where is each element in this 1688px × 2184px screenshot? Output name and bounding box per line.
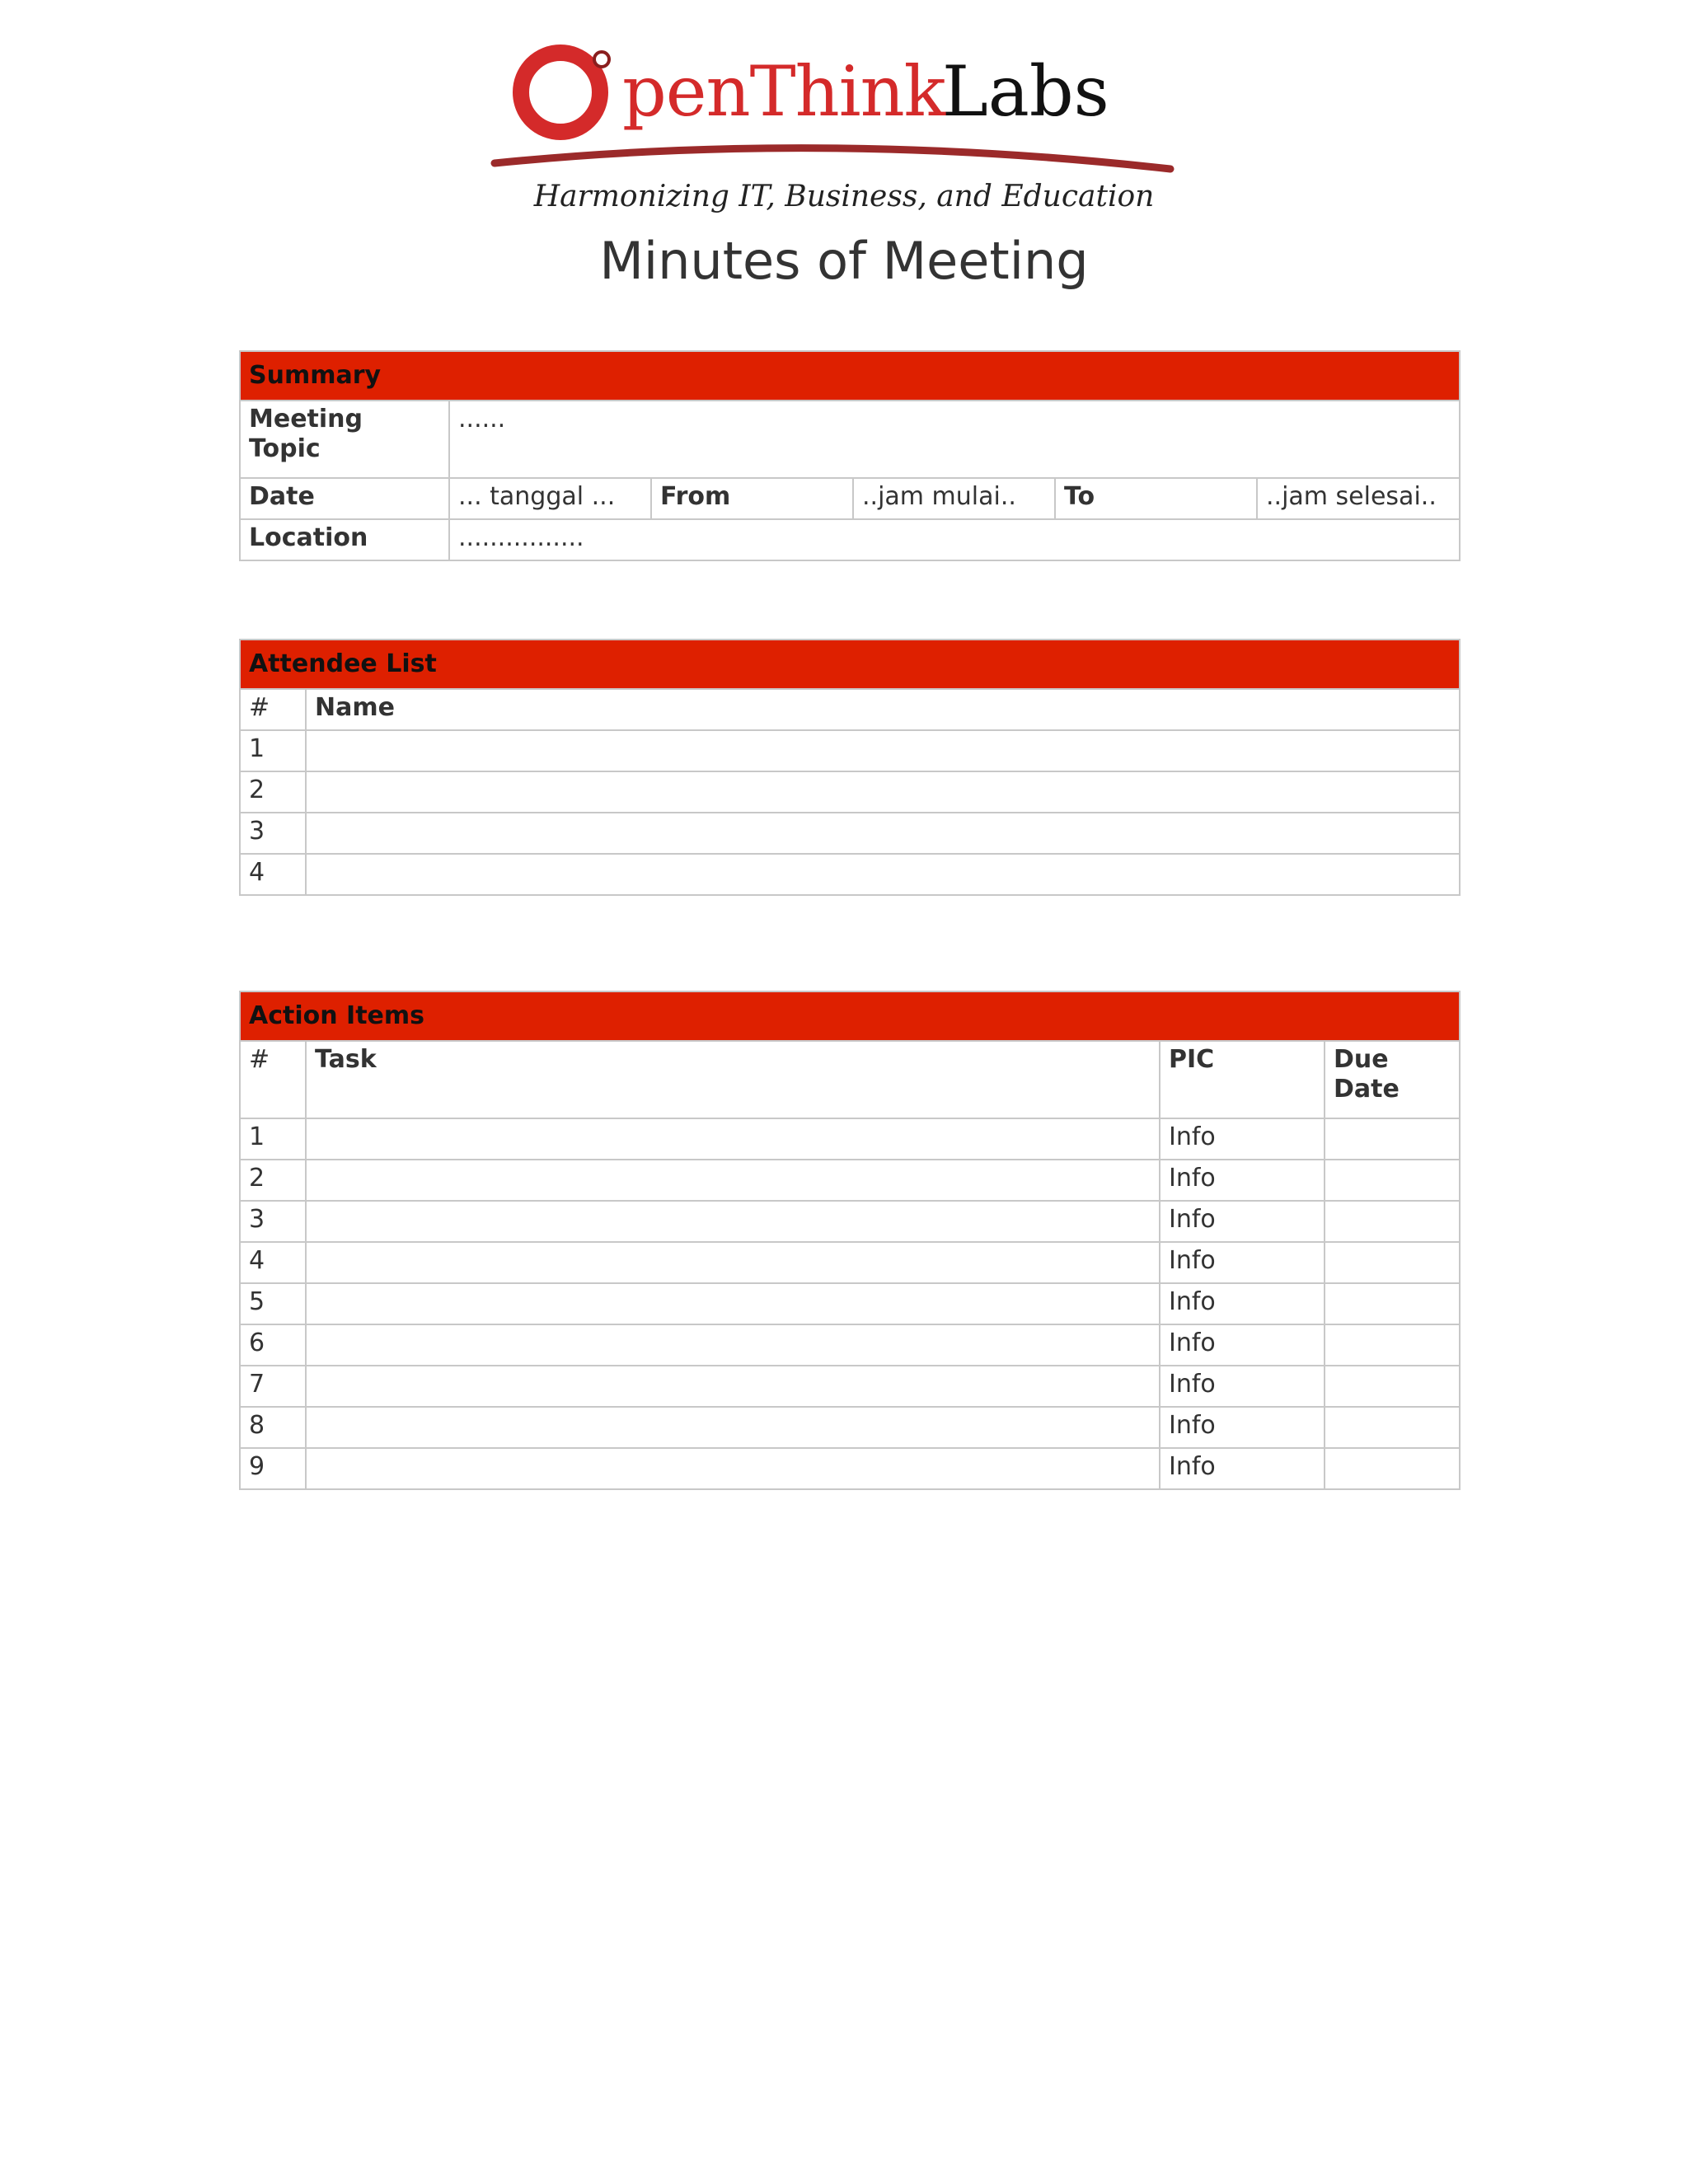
row-number: 1 (240, 730, 306, 771)
summary-heading: Summary (240, 351, 1460, 401)
row-number: 8 (240, 1407, 306, 1448)
row-number: 2 (240, 1160, 306, 1201)
pic-cell[interactable]: Info (1160, 1160, 1325, 1201)
due-date-cell[interactable] (1325, 1118, 1460, 1160)
due-date-cell[interactable] (1325, 1324, 1460, 1366)
table-row (240, 1366, 1460, 1407)
row-number: 9 (240, 1448, 306, 1489)
pic-cell[interactable]: Info (1160, 1201, 1325, 1242)
row-number: 2 (240, 771, 306, 813)
task-cell[interactable] (306, 1242, 1160, 1283)
table-row (240, 771, 1460, 813)
due-date-cell[interactable] (1325, 1407, 1460, 1448)
pic-cell[interactable]: Info (1160, 1448, 1325, 1489)
page-title: Minutes of Meeting (599, 231, 1089, 291)
task-cell[interactable] (306, 1448, 1160, 1489)
due-date-cell[interactable] (1325, 1283, 1460, 1324)
to-label: To (1055, 478, 1257, 519)
row-number: 4 (240, 854, 306, 895)
action-col-number: # (240, 1041, 306, 1118)
pic-cell[interactable]: Info (1160, 1366, 1325, 1407)
table-row (240, 1118, 1460, 1160)
pic-cell[interactable]: Info (1160, 1118, 1325, 1160)
row-number: 3 (240, 1201, 306, 1242)
task-cell[interactable] (306, 1160, 1160, 1201)
task-cell[interactable] (306, 1407, 1160, 1448)
table-row (240, 854, 1460, 895)
attendee-name-cell[interactable] (306, 771, 1460, 813)
action-col-pic: PIC (1160, 1041, 1325, 1118)
table-row (240, 1160, 1460, 1201)
pic-cell[interactable]: Info (1160, 1324, 1325, 1366)
table-row (240, 730, 1460, 771)
table-row (240, 813, 1460, 854)
pic-cell[interactable]: Info (1160, 1242, 1325, 1283)
table-row (240, 1407, 1460, 1448)
attendee-name-cell[interactable] (306, 813, 1460, 854)
location-label: Location (240, 519, 449, 560)
table-row (240, 1242, 1460, 1283)
from-value[interactable]: ..jam mulai.. (853, 478, 1055, 519)
table-row (240, 1324, 1460, 1366)
row-number: 7 (240, 1366, 306, 1407)
task-cell[interactable] (306, 1201, 1160, 1242)
date-label: Date (240, 478, 449, 519)
task-cell[interactable] (306, 1366, 1160, 1407)
action-items-table (239, 991, 1461, 1490)
row-number: 4 (240, 1242, 306, 1283)
attendee-heading: Attendee List (240, 640, 1460, 689)
summary-table (239, 350, 1461, 561)
meeting-topic-label: Meeting Topic (240, 401, 449, 478)
action-items-heading: Action Items (240, 991, 1460, 1041)
page-header (0, 0, 1688, 313)
attendee-table (239, 639, 1461, 896)
attendee-col-number: # (240, 689, 306, 730)
date-value[interactable]: ... tanggal ... (449, 478, 651, 519)
attendee-name-cell[interactable] (306, 854, 1460, 895)
table-row (240, 1448, 1460, 1489)
task-cell[interactable] (306, 1118, 1160, 1160)
tagline: Harmonizing IT, Business, and Education (533, 180, 1155, 213)
row-number: 3 (240, 813, 306, 854)
table-row (240, 1283, 1460, 1324)
brand-name-labs: Labs (942, 51, 1109, 132)
pic-cell[interactable]: Info (1160, 1283, 1325, 1324)
due-date-cell[interactable] (1325, 1366, 1460, 1407)
action-col-due-date: Due Date (1325, 1041, 1460, 1118)
due-date-cell[interactable] (1325, 1242, 1460, 1283)
row-number: 1 (240, 1118, 306, 1160)
to-value[interactable]: ..jam selesai.. (1257, 478, 1460, 519)
attendee-col-name: Name (306, 689, 1460, 730)
due-date-cell[interactable] (1325, 1448, 1460, 1489)
meeting-topic-value[interactable]: ...... (449, 401, 1460, 478)
row-number: 6 (240, 1324, 306, 1366)
action-col-task: Task (306, 1041, 1160, 1118)
due-date-cell[interactable] (1325, 1201, 1460, 1242)
task-cell[interactable] (306, 1324, 1160, 1366)
pic-cell[interactable]: Info (1160, 1407, 1325, 1448)
due-date-cell[interactable] (1325, 1160, 1460, 1201)
attendee-name-cell[interactable] (306, 730, 1460, 771)
row-number: 5 (240, 1283, 306, 1324)
task-cell[interactable] (306, 1283, 1160, 1324)
from-label: From (651, 478, 853, 519)
brand-name-openthink: penThink (622, 51, 945, 132)
table-row (240, 1201, 1460, 1242)
location-value[interactable]: ................ (449, 519, 1460, 560)
